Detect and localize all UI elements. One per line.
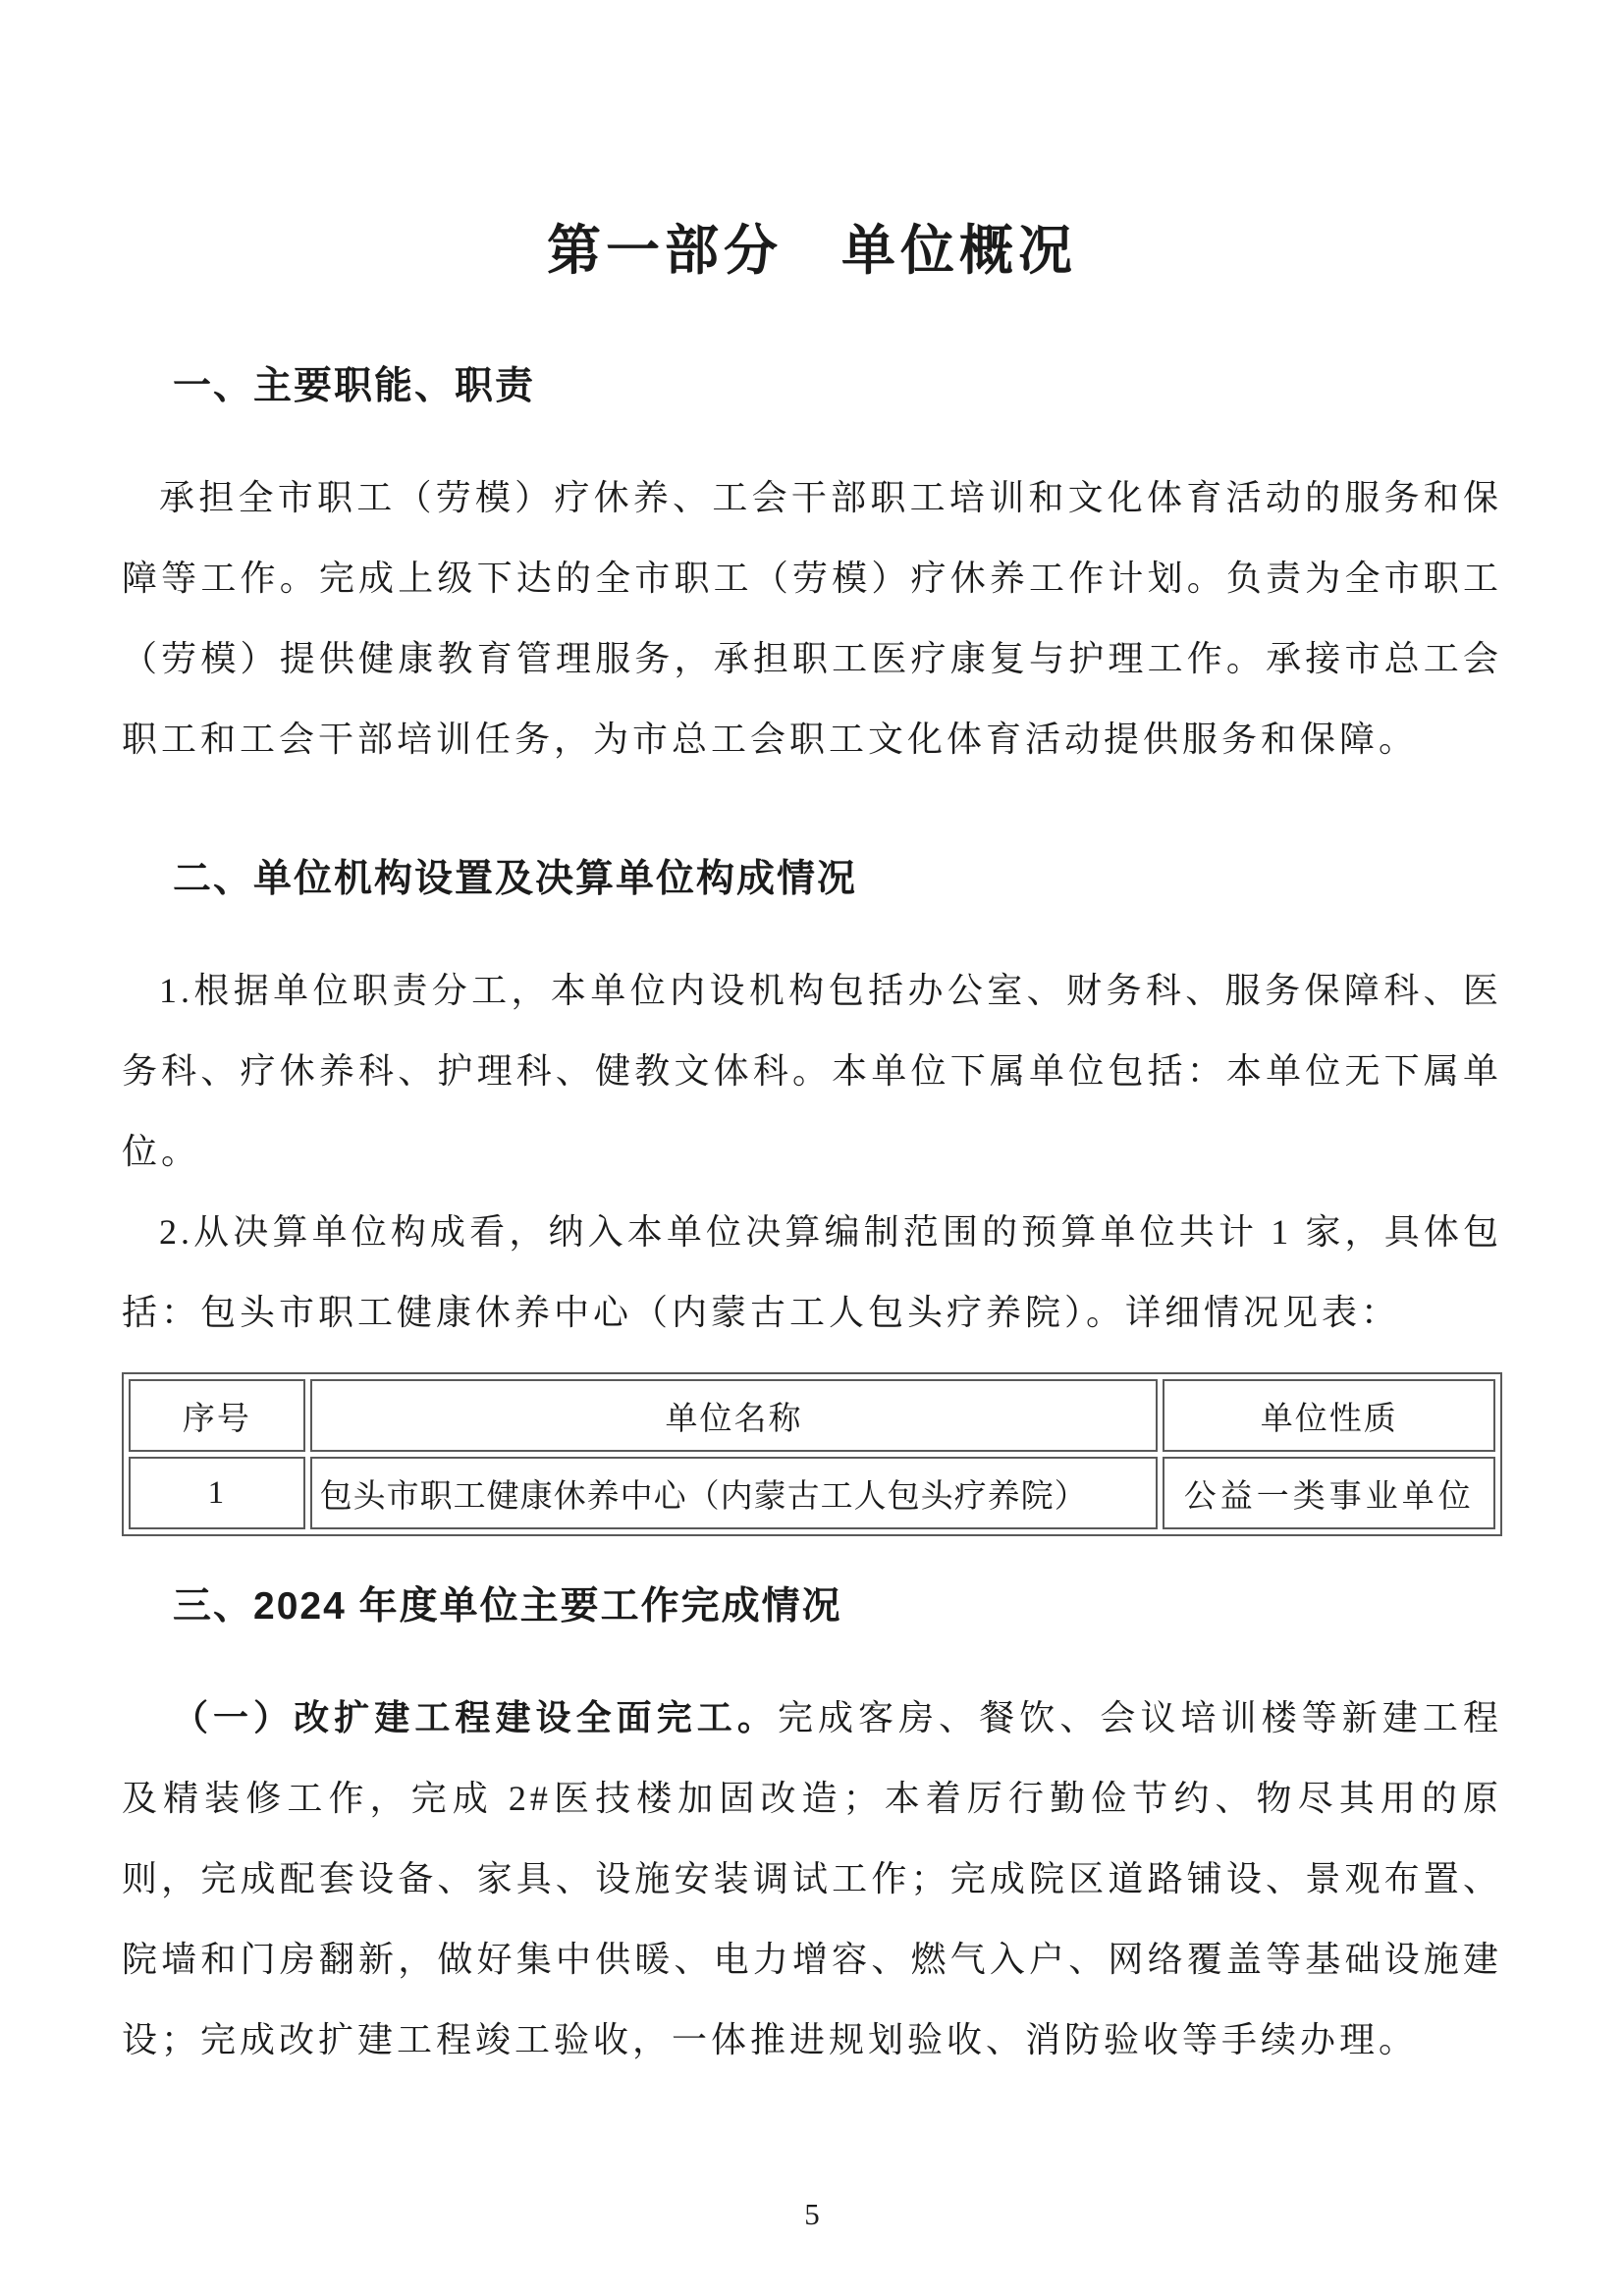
section-1-heading: 一、主要职能、职责 xyxy=(173,365,536,407)
content-area xyxy=(122,361,1502,2080)
table-header-unit-name: 单位名称 xyxy=(310,1379,1159,1452)
work-paragraph-body: 完成客房、餐饮、会议培训楼等新建工程及精装修工作，完成 2#医技楼加固改造；本着厉行勤俭节约、物尽其用的原则，完成配套设备、家具、设施安装调试工作；完成院区道路铺设、景观布置、院墙和门房翻新，做好集中供暖、电力增容、燃气入户、网络覆盖等基础设施建设；完成改扩建工程竣工验收，一体推进规划验收、消防验收等手续办理。 xyxy=(122,1698,1502,2059)
table-cell-unit-nature: 公益一类事业单位 xyxy=(1163,1457,1495,1529)
table-header-seq: 序号 xyxy=(129,1379,305,1452)
document-title: 第一部分 单位概况 xyxy=(546,221,1077,281)
section-2-heading: 二、单位机构设置及决算单位构成情况 xyxy=(173,858,858,900)
section-3-heading: 三、2024 年度单位主要工作完成情况 xyxy=(173,1585,842,1628)
table-row xyxy=(129,1457,1495,1529)
section-2-paragraph-1: 1.根据单位职责分工，本单位内设机构包括办公室、财务科、服务保障科、医务科、疗休养科、护理科、健教文体科。本单位下属单位包括：本单位无下属单位。 xyxy=(122,971,1502,1171)
table-cell-seq: 1 xyxy=(129,1457,305,1529)
table-header-unit-nature: 单位性质 xyxy=(1163,1379,1495,1452)
section-1-paragraph: 承担全市职工（劳模）疗休养、工会干部职工培训和文化体育活动的服务和保障等工作。完成上级下达的全市职工（劳模）疗休养工作计划。负责为全市职工（劳模）提供健康教育管理服务，承担职工医疗康复与护理工作。承接市总工会职工和工会干部培训任务，为市总工会职工文化体育活动提供服务和保障。 xyxy=(122,478,1502,759)
work-paragraph-lead: （一）改扩建工程建设全面完工。 xyxy=(173,1697,778,1737)
section-2-paragraph-2: 2.从决算单位构成看，纳入本单位决算编制范围的预算单位共计 1 家，具体包括：包头市职工健康休养中心（内蒙古工人包头疗养院）。详细情况见表： xyxy=(122,1212,1502,1332)
page-number: 5 xyxy=(804,2197,820,2231)
unit-composition-table xyxy=(122,1372,1502,1536)
section-3-paragraph xyxy=(122,1678,1502,2080)
table-header-row xyxy=(129,1379,1495,1452)
table-cell-unit-name: 包头市职工健康休养中心（内蒙古工人包头疗养院） xyxy=(310,1457,1159,1529)
